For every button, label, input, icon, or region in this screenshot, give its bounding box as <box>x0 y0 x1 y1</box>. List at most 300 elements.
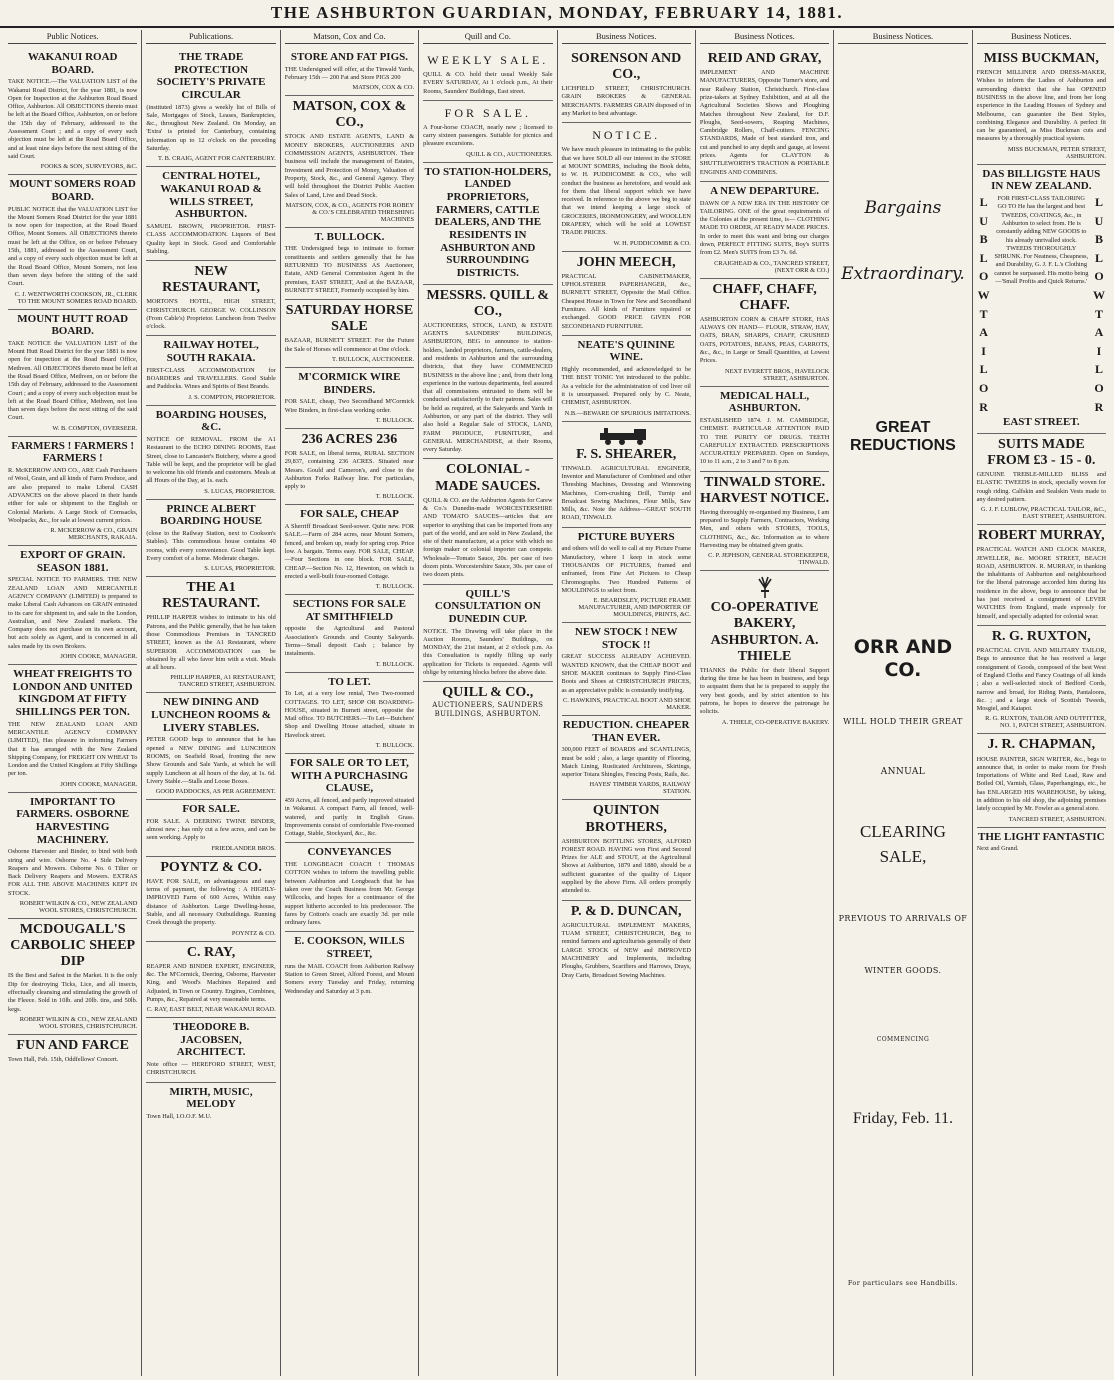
ad-t-bullock <box>285 228 414 300</box>
orr-and-co-heading: ORR AND CO. <box>853 635 953 681</box>
ad-sections-smithfield <box>285 595 414 672</box>
ad-heading: FOR SALE OR TO LET, WITH A PURCHASING CLAUSE, <box>289 757 409 795</box>
column-public-notices <box>4 30 142 1376</box>
ad-signature: T. BULLOCK. <box>375 742 415 750</box>
ad-signature: ROBERT WILKIN & CO., NEW ZEALAND WOOL STORES, CHRISTCHURCH. <box>19 1015 138 1030</box>
ad-signature: T. BULLOCK. <box>375 493 415 501</box>
ad-body: FOR SALE, cheap, Two Secondhand M'Cormick Wire Binders, in first-class working order. <box>284 398 415 414</box>
ad-mccormick-binders <box>285 368 414 429</box>
ad-signature: R. G. RUXTON, TAILOR AND OUTFITTER, NO. 1, PATCH STREET, ASHBURTON. <box>985 715 1106 730</box>
ad-body: runs the MAIL COACH from Ashburton Railway Station to Green Street, Alford Forest, and Mount Somers every Tuesday and Friday, returning Wednesday and Saturday at 3 p.m. <box>284 962 415 995</box>
ad-chapman <box>977 734 1106 827</box>
ad-body: THANKS the Public for their liberal Support during the time he has been in business, and begs to acquaint them that he is prepared to supply the very best goods, and by strict attention to his patrons, he hopes to deserve the patronage he solicits. <box>699 666 830 716</box>
ad-signature: W. H. PUDDICOMBE & CO. <box>613 239 691 247</box>
ad-railway-hotel <box>146 336 275 405</box>
ad-body: Next and Grand. <box>976 845 1019 853</box>
ad-heading: FOR SALE, CHEAP <box>300 508 399 521</box>
ad-heading: SATURDAY HORSE SALE <box>285 303 414 335</box>
ad-body: PUBLIC NOTICE that the VALUATION LIST for the Mount Somers Road District for the year 1881 is now open for inspection, at the Road Board Office, Mount Somers. All OBJECTIONS thereto must be left at the Office, on or before February 15th, 1881, addressed to the Assessment Court, and a copy of every such objection must be left at the Road Board Office, Mount Somers, not less than seven days before the sitting of the said Court. <box>8 205 138 288</box>
ad-body: FOR FIRST-CLASS TAILORING GO TO He has the largest and best TWEEDS, COATINGS, &c., in Ashburton to select from. He is constantly adding NEW GOODS to his already unrivalled stock. TWEEDS THOROUGHLY SHRUNK. For Neatness, Cheapness, and Durability, G. J. F. L.'s Clothing cannot be surpassed. His motto being—'Small Profits and Quick Returns.' <box>994 195 1089 286</box>
letter: L <box>979 195 988 210</box>
ad-heading: THE LIGHT FANTASTIC <box>978 830 1105 843</box>
ad-ruxton <box>977 626 1106 734</box>
ad-signature: TANCRED STREET, ASHBURTON. <box>1008 815 1106 823</box>
letter: W <box>1093 288 1105 303</box>
letter: U <box>1094 213 1104 228</box>
ad-heading: NEW STOCK ! NEW STOCK !! <box>574 626 678 651</box>
ad-heading: CONVEYANCES <box>307 846 392 859</box>
column-heading: Business Notices. <box>977 30 1106 44</box>
letter: B <box>1094 232 1103 247</box>
ad-signature: G. J. F. LUBLOW, PRACTICAL TAILOR, &C., EAST STREET, ASHBURTON. <box>981 506 1106 521</box>
ad-heading: JOHN MEECH, <box>576 254 676 270</box>
ad-saturday-horse-sale <box>285 300 414 368</box>
ad-body: PRACTICAL WATCH AND CLOCK MAKER, JEWELLER, &c. MOORE STREET, BEACH ROAD, ASHBURTON. R. MURRAY, in thanking the inhabitants of Ashburton and neighbourhood for the liberal patronage accorded him during his residence in the above, begs to announce that he has just received a consignment of LEVER WATCHES from England, made expressly for himself, and specially adapted for colonial wear. <box>976 546 1106 620</box>
ad-signature: MATSON, COX & CO. <box>352 84 415 92</box>
ad-body: STOCK AND ESTATE AGENTS, LAND & MONEY BROKERS, AUCTIONEERS AND COMMISSION AGENTS, ASHBURTON. Their business will include the management of Estates, Investment and Protection of Money, Valuation of Property, Stock, &c., and General Agency. They will hold throughout the District Public Auction Sales of Land, Live and Dead Stock. <box>284 133 415 199</box>
ad-jacobsen <box>146 1018 275 1083</box>
ad-body: NOTICE. The Drawing will take place in the Auction Rooms, Saunders' Buildings, on MONDAY, the 21st instant, at 2 o'clock p.m. As this Consultation is rapidly filling up early application for Tickets is requested. Agents will oblige by returning blocks before the above date. <box>423 627 553 677</box>
ad-signature: N.B.—BEWARE OF SPURIOUS IMITATIONS. <box>564 409 691 417</box>
ad-for-sale-cheap <box>285 505 414 595</box>
ad-body: TAKE NOTICE.—The VALUATION LIST of the Wakanui Road District, for the year 1881, is now Open for Inspection at the Ashburton Road Board Office, Ashburton. All OBJECTIONS thereto must be left at the Board Office, Ashburton, on or before the 15th day of February, addressed to the Assessment Court ; and a copy of every such objection must be left at the Road Board Office, and at least nine days before the next sitting of the said Court. <box>8 78 138 160</box>
ad-heading: MOUNT HUTT ROAD BOARD. <box>17 312 129 338</box>
ad-pd-duncan <box>562 901 691 984</box>
ad-heading: MIRTH, MUSIC, MELODY <box>169 1085 253 1111</box>
column-publications <box>142 30 280 1376</box>
letter: I <box>981 343 986 358</box>
ad-signature: GOOD PADDOCKS, AS PER AGREEMENT. <box>155 788 276 796</box>
column-business-2 <box>696 30 834 1376</box>
ad-signature: E. BEARDSLEY, PICTURE FRAME MANUFACTURER, AND IMPORTER OF MOULDINGS, PRINTS, &C. <box>578 597 691 619</box>
ad-signature: T. BULLOCK, AUCTIONEER. <box>332 356 415 363</box>
ad-heading: MOUNT SOMERS ROAD BOARD. <box>9 178 136 203</box>
ad-coach-for-sale <box>423 101 552 163</box>
letter: R <box>1094 399 1104 414</box>
ad-signature: FOOKS & SON, SURVEYORS, &C. <box>40 163 138 171</box>
letter: O <box>1094 380 1104 395</box>
ad-for-sale-binder <box>146 800 275 857</box>
ad-signature: JOHN COOKE, MANAGER. <box>60 653 138 661</box>
ad-signature: T. BULLOCK. <box>375 660 415 668</box>
lublow-right-letters <box>1092 193 1106 416</box>
ad-messrs-quill <box>423 285 552 460</box>
ad-heading: E. COOKSON, WILLS STREET, <box>294 935 405 961</box>
ad-signature: CRAIGHEAD & CO., TANCRED STREET, (NEXT ORR & CO.) <box>714 259 830 274</box>
column-orr-and-co <box>834 30 972 1376</box>
ad-heading: FOR SALE. <box>444 105 531 120</box>
wheatsheaf-icon <box>752 576 778 598</box>
blank-space <box>838 924 967 966</box>
ad-signature: J. S. COMPTON, PROPRIETOR. <box>188 393 276 401</box>
letter: T <box>1094 306 1103 321</box>
ad-heading: RAILWAY HOTEL, SOUTH RAKAIA. <box>163 339 259 365</box>
ad-body: FOR SALE. A DEERING TWINE BINDER, almost new ; has only cut a few acres, and can be seen working. Apply to <box>146 817 276 842</box>
bargains-heading: Bargains <box>864 198 942 218</box>
ad-body: Having thoroughly re-organised my Business, I am prepared to Supply Farmers, Contractors, Working Men, and others with STORES, TOOLS, CLOTHING, &c., &c. Information as to where Harvesting may be obtained given gratis. <box>699 508 830 550</box>
ad-heading: TINWALD STORE. HARVEST NOTICE. <box>699 474 830 506</box>
ad-to-let <box>285 673 414 754</box>
blank-space <box>838 284 967 419</box>
ad-heading: MISS BUCKMAN, <box>983 51 1099 66</box>
ad-c-ray <box>146 942 275 1019</box>
ad-body: 300,000 FEET of BOARDS and SCANTLINGS, must be sold ; also, a large quantity of Flooring, Match Lining, Rusticated Architraves, Skirtings, superior Totara Shingles, Fencing Posts, Rails, &c. <box>561 746 691 779</box>
ad-new-stock <box>562 623 691 716</box>
ad-body: To Let, at a very low rental, Two Two-roomed COTTAGES. TO LET, SHOP OR BOARDING-HOUSE, situated in Burnett street, opposite the Mail office. TO BUTCHERS.—To Let—Butchers' Shop and Dwelling House attached, situate in Havelock street. <box>284 690 415 739</box>
column-heading: Publications. <box>146 30 275 44</box>
clearing-sale-heading: CLEARING SALE, <box>859 821 946 867</box>
ad-body: IMPLEMENT AND MACHINE MANUFACTURERS, Opposite Turner's store, and near Railway Station, Christchurch. First-class prize-takers at Sydney Exhibition, and at all the Agricultural Societies Shows and Ploughing Matches throughout New Zealand, for D.F. Ploughs, Seed-sowers, Reaping Machines, Cambridge Rollers, Chaff-cutters. FENCING STANDARDS, Made of best standard iron, and cut and punched to any depth and gauge, at lowest prices. Agents for CLAYTON & SHUTTLEWORTH'S TRACTION & PORTABLE ENGINES AND COMBINES. <box>699 69 830 176</box>
ad-body: TINWALD. AGRICULTURAL ENGINEER, Inventor and Manufacturer of Combined and other Threshing Machines, Dressing and Winnowing Machines, Corn-crushing Drill, Turnip and Broadcast Sowing Machines, Flour Mills, Saw Mills, &c. Note the Address—GREAT SOUTH ROAD, TINWALD. <box>561 464 691 522</box>
ad-heading: T. BULLOCK. <box>314 230 385 243</box>
ad-heading: NEATE'S QUININE WINE. <box>577 338 675 364</box>
ad-body: FIRST-CLASS ACCOMMODATION for BOARDERS and TRAVELLERS. Good Stable and Paddocks. Wines and Spirits of Best Brands. <box>146 366 276 391</box>
ad-heading: THE A1 RESTAURANT. <box>162 580 260 612</box>
ad-john-meech <box>562 252 691 336</box>
ad-signature: POYNTZ & CO. <box>231 929 276 937</box>
ad-heading: PRINCE ALBERT BOARDING HOUSE <box>160 502 262 528</box>
ad-236-acres <box>285 429 414 506</box>
ad-body: IS the Best and Safest in the Market. It is the only Dip for destroying Ticks, Lice, and all insects, effectually cleansing and stimulating the growth of the Fleece. Sold in 10lb. and 20lb. tins, and 50lb. kegs. <box>8 972 138 1013</box>
ad-heading: QUILL & CO., <box>442 685 534 701</box>
ad-signature: R. MCKERROW & CO., GRAIN MERCHANTS, RAKAIA. <box>50 527 138 542</box>
ad-heading: WAKANUI ROAD BOARD. <box>27 51 118 76</box>
letter: L <box>1094 362 1103 377</box>
ad-heading: NEW RESTAURANT, <box>162 264 260 296</box>
blank-space <box>838 456 967 636</box>
ad-heading: IMPORTANT TO FARMERS. OSBORNE HARVESTING MACHINERY. <box>16 795 130 846</box>
blank-space <box>838 1043 967 1107</box>
ad-signature: MATSON, COX, & CO., AGENTS FOR ROBEY & CO.'S CELEBRATED THRESHING MACHINES <box>285 201 415 223</box>
ad-heading: THE TRADE PROTECTION SOCIETY'S PRIVATE CIRCULAR <box>156 51 266 101</box>
ad-neates-quinine <box>562 336 691 422</box>
ad-heading: WEEKLY SALE. <box>427 53 549 67</box>
ad-quills-consultation <box>423 585 552 683</box>
ad-sorenson <box>562 48 691 123</box>
ad-signature: T. BULLOCK. <box>375 583 415 591</box>
column-business-1 <box>558 30 696 1376</box>
ad-signature: W. B. COMPTON, OVERSEER. <box>52 424 138 432</box>
ad-signature: C. P. JEPHSON, GENERAL STOREKEEPER, TINWALD. <box>708 552 830 567</box>
ad-mount-hutt-road-board <box>8 310 137 437</box>
ad-miss-buckman <box>977 48 1106 165</box>
ad-heading: WHEAT FREIGHTS TO LONDON AND UNITED KINGDOM AT FIFTY SHILLINGS PER TON. <box>12 668 133 718</box>
ad-heading: NEW DINING AND LUNCHEON ROOMS & LIVERY STABLES. <box>151 696 271 734</box>
blank-space <box>838 727 967 767</box>
ad-mirth-music <box>146 1083 275 1126</box>
ad-reid-and-gray <box>700 48 829 182</box>
ad-heading: J. R. CHAPMAN, <box>987 737 1096 753</box>
ad-body: 459 Acres, all fenced, and partly improved situated in Wakanui. A compact Farm, all fenced, well-watered, and partly in English Grass. Improvements consist of comfortable Five-roomed Cottage, Stable, Stockyard, &c., &c. <box>284 796 415 838</box>
ad-quinton-brothers <box>562 800 691 900</box>
ad-body: Note office — HEREFORD STREET, WEST, CHRISTCHURCH. <box>146 1061 276 1077</box>
ad-wakanui-road-board <box>8 48 137 175</box>
ad-body: and others will do well to call at my Picture Frame Manufactory, where I keep in stock some THOUSANDS OF PICTURES, framed and unframed, from Fine Art Pictures to Cheap Chromographs. Two Hundred Patterns of MOULDINGS to select from. <box>561 545 691 594</box>
letter: L <box>1094 195 1103 210</box>
ad-new-departure <box>700 182 829 279</box>
ad-body: FRENCH MILLINER AND DRESS-MAKER, Wishes to inform the Ladies of Ashburton and surrounding district that she has OPENED BUSINESS in the above line, and from her long experience in the Leading Houses of Sydney and Melbourne, can guarantee the Best Styles, combining Elegance and Durability. A perfect fit can be guaranteed, as Miss Buckman cuts and measures by a thoroughly practical system. <box>976 69 1106 143</box>
letter: U <box>979 213 988 228</box>
column-business-3 <box>973 30 1110 1376</box>
ad-heading: MATSON, COX & CO., <box>292 99 407 131</box>
ad-heading: R. G. RUXTON, <box>991 628 1091 644</box>
ad-body: AUCTIONEERS, STOCK, LAND, & ESTATE AGENTS SAUNDERS' BUILDINGS, ASHBURTON, BEG to announce to station-holders, landed proprietors, farmers, cattle-dealers, and residents in Ashburton and the surrounding districts, that they have COMMENCED BUSINESS in the above line ; and, from their long experience in the various departments, feel assured that all commissions entrusted to them will be conducted satisfactorily to their patrons. Sales will be held as required, at the Saleyards and Yards in Ashburton, or any part of the district. They will also hold a Regular Sale of STOCK, LAND, FARM PRODUCE, FURNITURE, and GENERAL MERCHANDISE, at their Rooms, every Saturday. <box>423 321 553 454</box>
ad-heading: FARMERS ! FARMERS ! FARMERS ! <box>11 439 135 465</box>
letter: L <box>979 362 988 377</box>
column-heading: Business Notices. <box>562 30 691 44</box>
great-reductions-heading: GREAT REDUCTIONS <box>850 419 956 455</box>
ad-signature: HAYES' TIMBER YARDS, RAILWAY STATION. <box>589 781 691 796</box>
ad-signature: S. LUCAS, PROPRIETOR. <box>204 565 276 573</box>
ad-osborne-harvesting <box>8 793 137 919</box>
blank-space <box>838 681 967 717</box>
ad-trade-protection <box>146 48 275 167</box>
ad-heading: FOR SALE. <box>182 803 240 816</box>
ad-weekly-sale <box>423 48 552 101</box>
ad-heading: EXPORT OF GRAIN. SEASON 1881. <box>20 549 126 574</box>
ad-body: SAMUEL BROWN, PROPRIETOR. FIRST-CLASS ACCOMMODATION. Liquors of Best Quality kept in Stock. Good and Comfortable Stabling. <box>146 222 276 255</box>
column-heading: Business Notices. <box>700 30 829 44</box>
letter: O <box>978 269 989 284</box>
blank-space <box>838 779 967 819</box>
ad-signature: A. THIELE, CO-OPERATIVE BAKERY. <box>721 718 830 726</box>
blank-space <box>838 218 967 264</box>
ad-body: GENUINE TREBLE-MILLED BLISS and ELASTIC TWEEDS in stock, specially woven for rough riding. Calfskin and Sealskin Vests made to any desired pattern. <box>976 471 1106 503</box>
ad-robert-murray <box>977 525 1106 626</box>
ad-chaff <box>700 279 829 387</box>
ad-heading: P. & D. DUNCAN, <box>570 903 682 919</box>
ad-conveyances <box>285 843 414 932</box>
ad-station-holders <box>423 163 552 285</box>
letter: A <box>979 325 988 340</box>
column-matson-cox <box>281 30 419 1376</box>
letter: L <box>979 250 988 265</box>
ad-colonial-sauces <box>423 459 552 584</box>
ad-body: PETER GOOD begs to announce that he has opened a NEW DINING and LUNCHEON ROOMS, on Seafield Road, fronting the new Show Grounds and Sale Yards, at which he will supply Luncheon at all hours of the day, at 1s. 6d. Livery Stable.—Stalls and Loose Boxes. <box>146 736 276 785</box>
ad-heading: SORENSON AND CO., <box>571 51 682 83</box>
ad-body: ASHBURTON CORN & CHAFF STORE, HAS ALWAYS ON HAND— FLOUR, STRAW, HAY, OATS, BRAN, SHARPS, CHAFF, CRUSHED OATS, POTATOES, BEANS, PEAS, CARROTS, &c., &c., in Large or Small Quantities, at Lowest Prices. <box>699 315 830 365</box>
ad-heading: SECTIONS FOR SALE AT SMITHFIELD <box>292 598 406 623</box>
lublow-layout <box>977 193 1106 416</box>
ad-body: GREAT SUCCESS ALREADY ACHIEVED. WANTED KNOWN, that the CHEAP BOOT and SHOE MAKER continues to Supply First-Class Boots and Shoes at CHRISTCHURCH PRICES, as an appreciative public is constantly testifying. <box>561 653 691 694</box>
blank-space <box>838 976 967 1036</box>
ad-signature: EAST STREET. <box>1002 416 1080 429</box>
columns <box>4 30 1110 1376</box>
ad-heading: F. S. SHEARER, <box>576 446 677 462</box>
ad-heading: FUN AND FARCE <box>16 1037 129 1053</box>
ad-co-operative-bakery <box>700 571 829 729</box>
blank-space <box>838 1131 967 1279</box>
ad-heading: PICTURE BUYERS <box>577 530 675 543</box>
handbills-text: For particulars see Handbills. <box>847 1279 959 1288</box>
winter-goods-text: WINTER GOODS. <box>864 965 942 975</box>
lublow-left-letters <box>977 193 991 416</box>
ad-signature: C. J. WENTWORTH COOKSON, JR., CLERK TO THE MOUNT SOMERS ROAD BOARD. <box>14 290 138 305</box>
ad-body: PRACTICAL CABINETMAKER, UPHOLSTERER PAPERHANGER, &c., BURNETT STREET, Opposite the Mail Office. Cheapest House in Town for New and Secondhand Furniture. All kinds of Furniture repaired or exchanged. GOOD PRICE GIVEN FOR SECONDHAND FURNITURE. <box>561 272 691 330</box>
ad-signature: C. HAWKINS, PRACTICAL BOOT AND SHOE MAKER. <box>563 696 691 711</box>
ad-body: LICHFIELD STREET, CHRISTCHURCH. GRAIN BROKERS & GENERAL MERCHANTS. FARMERS GRAIN disposed of in any Market to best advantage. <box>561 85 691 118</box>
ad-heading: M'CORMICK WIRE BINDERS. <box>298 371 401 396</box>
ad-store-fat-pigs <box>285 48 414 96</box>
ad-carbolic-sheep-dip <box>8 919 137 1035</box>
ad-body: opposite the Agricultural and Pastoral Association's Grounds and County Saleyards. Terms—Small deposit Cash ; balance by instalments. <box>284 625 415 658</box>
ad-heading: MCDOUGALL'S CARBOLIC SHEEP DIP <box>10 922 136 970</box>
ad-signature: JOHN COOKE, MANAGER. <box>60 780 138 788</box>
ad-body: PRACTICAL CIVIL AND MILITARY TAILOR, Begs to announce that he has received a large consignment of Goods, composed of the best West of England Cloths and Fancy Coatings of all kinds ; also a well-selected stock of Bedford Cords, narrow and broad, for Riding Pants, Pantaloons, &c. ; and a large stock of Scottish Tweeds, Mosgiel, and Kaiapoi. <box>976 647 1106 713</box>
ad-farmers <box>8 437 137 546</box>
column-quill <box>419 30 557 1376</box>
ad-signature: MISS BUCKMAN, PETER STREET, ASHBURTON. <box>1007 145 1106 160</box>
ad-new-dining-rooms <box>146 693 275 800</box>
ad-body: A Sherriff Broadcast Seed-sower. Quite new. FOR SALE.—Farm of 284 acres, near Mount Somers, fenced, and broken up, ready for spring crop. Price low. A bargain. Terms easy. FOR SALE, CHEAP.—Four Sections in one block. FOR SALE, CHEAP.—Section No. 12, Hewnton, on which is erected a well-built four-roomed Cottage. <box>284 523 415 580</box>
ad-body: (instituted 1873) gives a weekly list of Bills of Sale, Mortgages of Stock, Leases, Bankruptcies, &c., throughout New Zealand. On Monday, an 'Extra' is printed for Canterbury, containing information up to 12 o'clock on the preceding Saturday. <box>146 103 276 153</box>
ad-heading: MESSRS. QUILL & CO., <box>426 287 550 319</box>
ad-wheat-freights <box>8 665 137 793</box>
ad-medical-hall <box>700 387 829 472</box>
ad-lublow-tailor <box>977 165 1106 434</box>
ad-heading: THEODORE B. JACOBSEN, ARCHITECT. <box>172 1021 250 1059</box>
ad-signature: C. RAY, EAST BELT, NEAR WAKANUI ROAD. <box>146 1006 276 1014</box>
friday-heading: Friday, Feb. 11. <box>852 1110 953 1128</box>
ad-prince-albert <box>146 500 275 577</box>
ad-export-of-grain <box>8 546 137 665</box>
ad-body: R. McKERROW AND CO., ARE Cash Purchasers of Wool, Grain, and all kinds of Farm Produce, and are also prepared to make Liberal CASH ADVANCES on the above placed in their hands either for sale or shipment to the English or Colonial Markets. A Large Stock of Cornsacks, Woolpacks, &c., for sale at lowest current prices. <box>8 467 138 524</box>
ad-body: QUILL & CO. hold their usual Weekly Sale EVERY SATURDAY, At 1 o'clock p.m., At their Rooms, Saunders' Buildings, East street. <box>423 71 553 95</box>
ad-heading: DAS BILLIGSTE HAUS IN NEW ZEALAND. <box>982 167 1101 193</box>
ad-central-hotel <box>146 167 275 261</box>
ad-body: AUCTIONEERS, SAUNDERS BUILDINGS, ASHBURTON. <box>432 701 544 719</box>
ad-body: Town Hall, Feb. 15th, Oddfellows' Concert. <box>8 1055 119 1063</box>
ad-heading: REID AND GRAY, <box>707 51 822 66</box>
ad-heading: COLONIAL - MADE SAUCES. <box>435 462 541 494</box>
ad-heading: CENTRAL HOTEL, WAKANUI ROAD & WILLS STREET, ASHBURTON. <box>160 170 262 221</box>
ad-signature: FRIEDLANDER BROS. <box>211 844 276 852</box>
letter: L <box>1094 250 1103 265</box>
ad-cookson-coach <box>285 932 414 999</box>
ad-heading: POYNTZ & CO. <box>160 859 262 875</box>
ad-body: ESTABLISHED 1874. J. M. CAMBRIDGE, CHEMIST. PARTICULAR ATTENTION PAID TO THE PURITY OF DRUGS. TEETH CAREFULLY EXTRACTED. PRESCRIPTIONS ACCURATELY PREPARED. Open on Sundays, 10 to 11 a.m., 2 to 3 and 7 to 8 p.m. <box>699 416 830 466</box>
ad-body: Osborne Harvester and Binder, to bind with both string and wire. Osborne No. 4 Side Delivery Reapers and Mowers. Osborne No. 6 Tilter or Back Delivery Reapers and Mowers. EXTRAS FOR ALL THE ABOVE MACHINES KEPT IN STOCK. <box>8 848 138 897</box>
ad-body: AGRICULTURAL IMPLEMENT MAKERS, TUAM STREET, CHRISTCHURCH, Beg to remind farmers and agriculturists generally of their LARGE STOCK of NEW and IMPROVED MACHINERY and Implements, including Ploughs, Grubbers, Scarifiers and Harrows, Drays, Dray Carts, Broadcast Sowing Machines. <box>561 921 691 979</box>
locomotive-icon <box>596 427 656 445</box>
column-heading: Public Notices. <box>8 30 137 44</box>
previous-text: PREVIOUS TO ARRIVALS OF <box>838 913 968 923</box>
ad-heading: TO LET. <box>328 675 371 688</box>
masthead-title: THE ASHBURTON GUARDIAN, MONDAY, FEBRUARY 14, 1881. <box>270 3 844 22</box>
ad-body: SPECIAL NOTICE TO FARMERS. THE NEW ZEALAND LOAN AND MERCANTILE AGENCY COMPANY (LIMITED) is prepared to make Liberal Cash Advances on GRAIN entrusted to its care for shipment to, and sale in the London, Australian, and New Zealand markets. The Company does not purchase on its own account, but acts solely as Agent, and is concerned in all sales made by its own Brokers. <box>8 576 138 650</box>
ad-body: HOUSE PAINTER, SIGN WRITER, &c., begs to announce that, in order to make room for Fresh Importations of White and Red Lead, Raw and Boiled Oil, Varnish, Glass, Paperhangings, etc., he has ENLARGED HIS WAREHOUSE, by taking, in addition to his old shop, the adjoining premises lately occupied by Mr. Fowler as a general store. <box>976 755 1106 813</box>
letter: A <box>1094 325 1104 340</box>
ad-purchasing-clause <box>285 754 414 843</box>
ad-signature: QUILL & CO., AUCTIONEERS. <box>466 150 553 158</box>
ad-body: FOR SALE, on liberal terms, RURAL SECTION 29,837, containing 236 ACRES. Situated near Messrs. Gould and Cameron's, and close to the Ashburton Forks Railway line. For particulars, apply to <box>284 449 415 491</box>
letter: O <box>1094 269 1104 284</box>
ad-signature: NEXT EVERETT BROS., HAVELOCK STREET, ASHBURTON. <box>725 367 830 382</box>
ad-body: THE Undersigned begs to intimate to former constituents and settlers generally that he has RETURNED TO BUSINESS AS Auctioneer, Estate, AND General Commission Agent In the premises, EAST STREET, And at the BAZAAR, BURNETT STREET, Formerly occupied by him. <box>284 245 415 294</box>
ad-heading: QUINTON BROTHERS, <box>585 803 667 835</box>
ad-heading: 236 ACRES 236 <box>301 431 398 447</box>
ad-heading: ROBERT MURRAY, <box>978 528 1105 544</box>
ad-body: BAZAAR, BURNETT STREET. For the Future the Sale of Horses will commence at One o'clock. <box>284 337 415 353</box>
column-heading: Quill and Co. <box>423 30 552 44</box>
ad-suits-made <box>977 434 1106 525</box>
commencing-text: COMMENCING <box>876 1035 930 1043</box>
ad-mount-somers-road-board <box>8 175 137 309</box>
ad-tinwald-store <box>700 472 829 572</box>
ad-body: A Four-horse COACH, nearly new ; licensed to carry sixteen passengers. Suitable for picnics and pleasure excursions. <box>423 123 553 148</box>
ad-fun-and-farce <box>8 1035 137 1068</box>
letter: B <box>979 232 988 247</box>
ad-heading: NOTICE. <box>592 128 661 143</box>
ad-body: DAWN OF A NEW ERA IN THE HISTORY OF TAILORING. ONE of the great requirements of the Colonies at the present time, is— CLOTHING MADE TO ORDER, AT READY MADE PRICES. In order to meet this want and bring our charges down, PERFECT FITTING SUITS, Boy's SUITS from £2. Men's SUITS from £3 7s. 6d. <box>699 199 830 257</box>
ad-reduction <box>562 716 691 800</box>
ad-body: NOTICE OF REMOVAL. FROM the A1 Restaurant to the ECHO DINING ROOMS, East Street, close to Lancaster's Butchery, where a good Table will be kept, and the proprietor will be glad to welcome his old friends and customers. Meals at all Hours of the Day, at 1s. each. <box>146 435 276 485</box>
letter: T <box>979 306 988 321</box>
ad-quill-footer <box>423 682 552 723</box>
ad-body: Highly recommended, and acknowledged to be THE BEST TONIC Yet introduced to the public. As a vehicle for the administration of cod liver oil it is unsurpassed. Prepared only by C. Neate, CHEMIST, ASHBURTON. <box>561 366 691 407</box>
ad-body: We have much pleasure in intimating to the public that we have SOLD all our interest in the STORE at MOUNT SOMERS, including the Book debts, to W. H. PUDDICOMBE & CO., who will conduct the business as heretofore, and would ask for them that liberal support which we have received. In reference to the above we beg to state that we intend keeping a large stock of GROCERIES, IRONMONGERY, and WOOLLEN DRAPERY, which will be sold at LOWEST TRADE PRICES. <box>561 146 691 237</box>
ad-signature: S. LUCAS, PROPRIETOR. <box>204 487 276 495</box>
ad-matson-cox <box>285 96 414 228</box>
ad-body: PHILLIP HARPER wishes to intimate to his old Patrons, and the Public generally, that he has taken those Commodious Premises in TANCRED STREET, known as the A1 Restaurant, where SUPERIOR ACCOMMODATION can be obtained by all who favor him with a visit. Meals at all hours. <box>146 614 276 672</box>
letter: O <box>978 380 989 395</box>
ad-a1-restaurant <box>146 577 275 693</box>
ad-heading: SUITS MADE FROM £3 - 15 - 0. <box>987 436 1096 468</box>
ad-poyntz <box>146 857 275 942</box>
letter: W <box>977 288 990 303</box>
ad-body: TAKE NOTICE the VALUATION LIST of the Mount Hutt Road District for the year 1881 is now open for inspection at the Road Board Office, Methven. All OBJECTIONS thereto must be left at the Road Board Office, Methven, on or before the 15th day of February, addressed to the Assessment Court ; and a copy of every such objection must be left at the Road Board Office, Methven, not less than seven days before the next sitting of the said Court. <box>8 339 138 422</box>
ad-picture-buyers <box>562 528 691 623</box>
ad-body: (close to the Railway Station, next to Cookson's Stables). This commodious house contains 40 rooms, with every convenience. Good Table kept. Every comfort of a home. Moderate charges. <box>146 529 276 562</box>
ad-puddicombe-notice <box>562 123 691 251</box>
column-heading: Matson, Cox and Co. <box>285 30 414 44</box>
ad-body: THE Undersigned will offer, at the Tinwald Yards, February 15th — 200 Fat and Store PIGS 200 <box>284 65 415 81</box>
ad-heading: BOARDING HOUSES, &C. <box>155 408 267 434</box>
ad-body: REAPER AND BINDER EXPERT, ENGINEER, &c. The M'Cormick, Deering, Osborne, Harvester King, and Wood's Machines Repaired and Adjusted, in Town or Country. Engines, Combines, Pumps, &c., Repaired at very reasonable terms. <box>146 962 276 1003</box>
ad-heading: CHAFF, CHAFF, CHAFF. <box>712 281 817 313</box>
ad-heading: CO-OPERATIVE BAKERY, ASHBURTON. A. THIELE <box>710 600 819 664</box>
ad-body: THE NEW ZEALAND LOAN AND MERCANTILE AGENCY COMPANY (LIMITED), Has pleasure in informing Farmers that it has arranged with the New Zealand Shipping Company, for FREIGHT ON WHEAT To London and the United Kingdom at Fifty Shillings per ton. <box>8 720 138 778</box>
ad-heading: A NEW DEPARTURE. <box>710 184 820 197</box>
ad-body: THE LONGBEACH COACH ! THOMAS COTTON wishes to inform the travelling public between Ashburton and Longbeach that he has taken over the Coach Business from Mr. George Willcocks, and hopes for a continuance of the support hitherto accorded to his predecessor. The fares by Cotton's coach are exactly 3d. per mile ordinary fares. <box>284 861 415 927</box>
ad-heading: QUILL'S CONSULTATION ON DUNEDIN CUP. <box>434 587 541 625</box>
ad-signature: ROBERT WILKIN & CO., NEW ZEALAND WOOL STORES, CHRISTCHURCH. <box>19 900 138 915</box>
ad-shearer <box>562 422 691 528</box>
ad-signature: PHILLIP HARPER, A1 RESTAURANT, TANCRED STREET, ASHBURTON. <box>170 674 276 689</box>
letter: I <box>1096 343 1102 358</box>
ad-body: Town Hall, I.O.O.F. M.U. <box>146 1112 212 1120</box>
ad-signature: T. B. CRAIG, AGENT FOR CANTERBURY. <box>158 155 276 163</box>
blank-space <box>838 48 967 198</box>
will-hold-text: WILL HOLD THEIR GREAT <box>843 717 963 727</box>
ad-notice-of-removal <box>146 406 275 500</box>
ad-heading: C. RAY, <box>186 944 236 960</box>
column-heading: Business Notices. <box>838 30 967 44</box>
masthead <box>0 0 1114 28</box>
ad-signature: T. BULLOCK. <box>375 416 415 424</box>
letter: R <box>979 399 988 414</box>
blank-space <box>838 870 967 914</box>
ad-light-fantastic <box>977 828 1106 858</box>
ad-body: ASHBURTON BOTTLING STORES, ALFORD FOREST ROAD. HAVING won First and Second Prizes for ALE and STOUT, at the Agricultural Shows at Ashburton, 1879 and 1880, should be a sufficient guarantee of the quality of Liquor supplied by the above Firm. All orders promptly attended to. <box>561 837 691 895</box>
ad-body: MORTON'S HOTEL, HIGH STREET, CHRISTCHURCH. GEORGE W. COLLINSON (From Cable's) Proprietor. Luncheon from Twelve o'clock. <box>146 298 276 331</box>
ad-heading: STORE AND FAT PIGS. <box>290 51 409 63</box>
annual-text: ANNUAL <box>880 767 926 778</box>
ad-body: HAVE FOR SALE, on advantageous and easy terms of payment, the following : A HIGHLY-IMPROVED Farm of 600 Acres, Within easy distance of Ashburton. Large Dwelling-house, Stable, and all necessary Outbuildings. Running Creek through the property. <box>146 877 276 927</box>
ad-heading: TO STATION-HOLDERS, LANDED PROPRIETORS, FARMERS, CATTLE DEALERS, AND THE RESIDENTS IN ASHBURTON AND SURROUNDING DISTRICTS. <box>424 165 552 279</box>
ad-body: QUILL & CO. are the Ashburton Agents for Carew & Co.'s Dunedin-made WORCESTERSHIRE AND TOMATO SAUCES—articles that are superior to anything that can be imported from any part of the world, and are sold in New Zealand, the site of their manufacture, at a price with which no foreign maker or colonial importer can compete. Wholesale—Tomato Sauce, 20s. per case of two dozen pints. Worcestershire Sauce, 30s. per case of two dozen pints. <box>423 496 553 579</box>
extraordinary-heading: Extraordinary. <box>841 264 965 284</box>
